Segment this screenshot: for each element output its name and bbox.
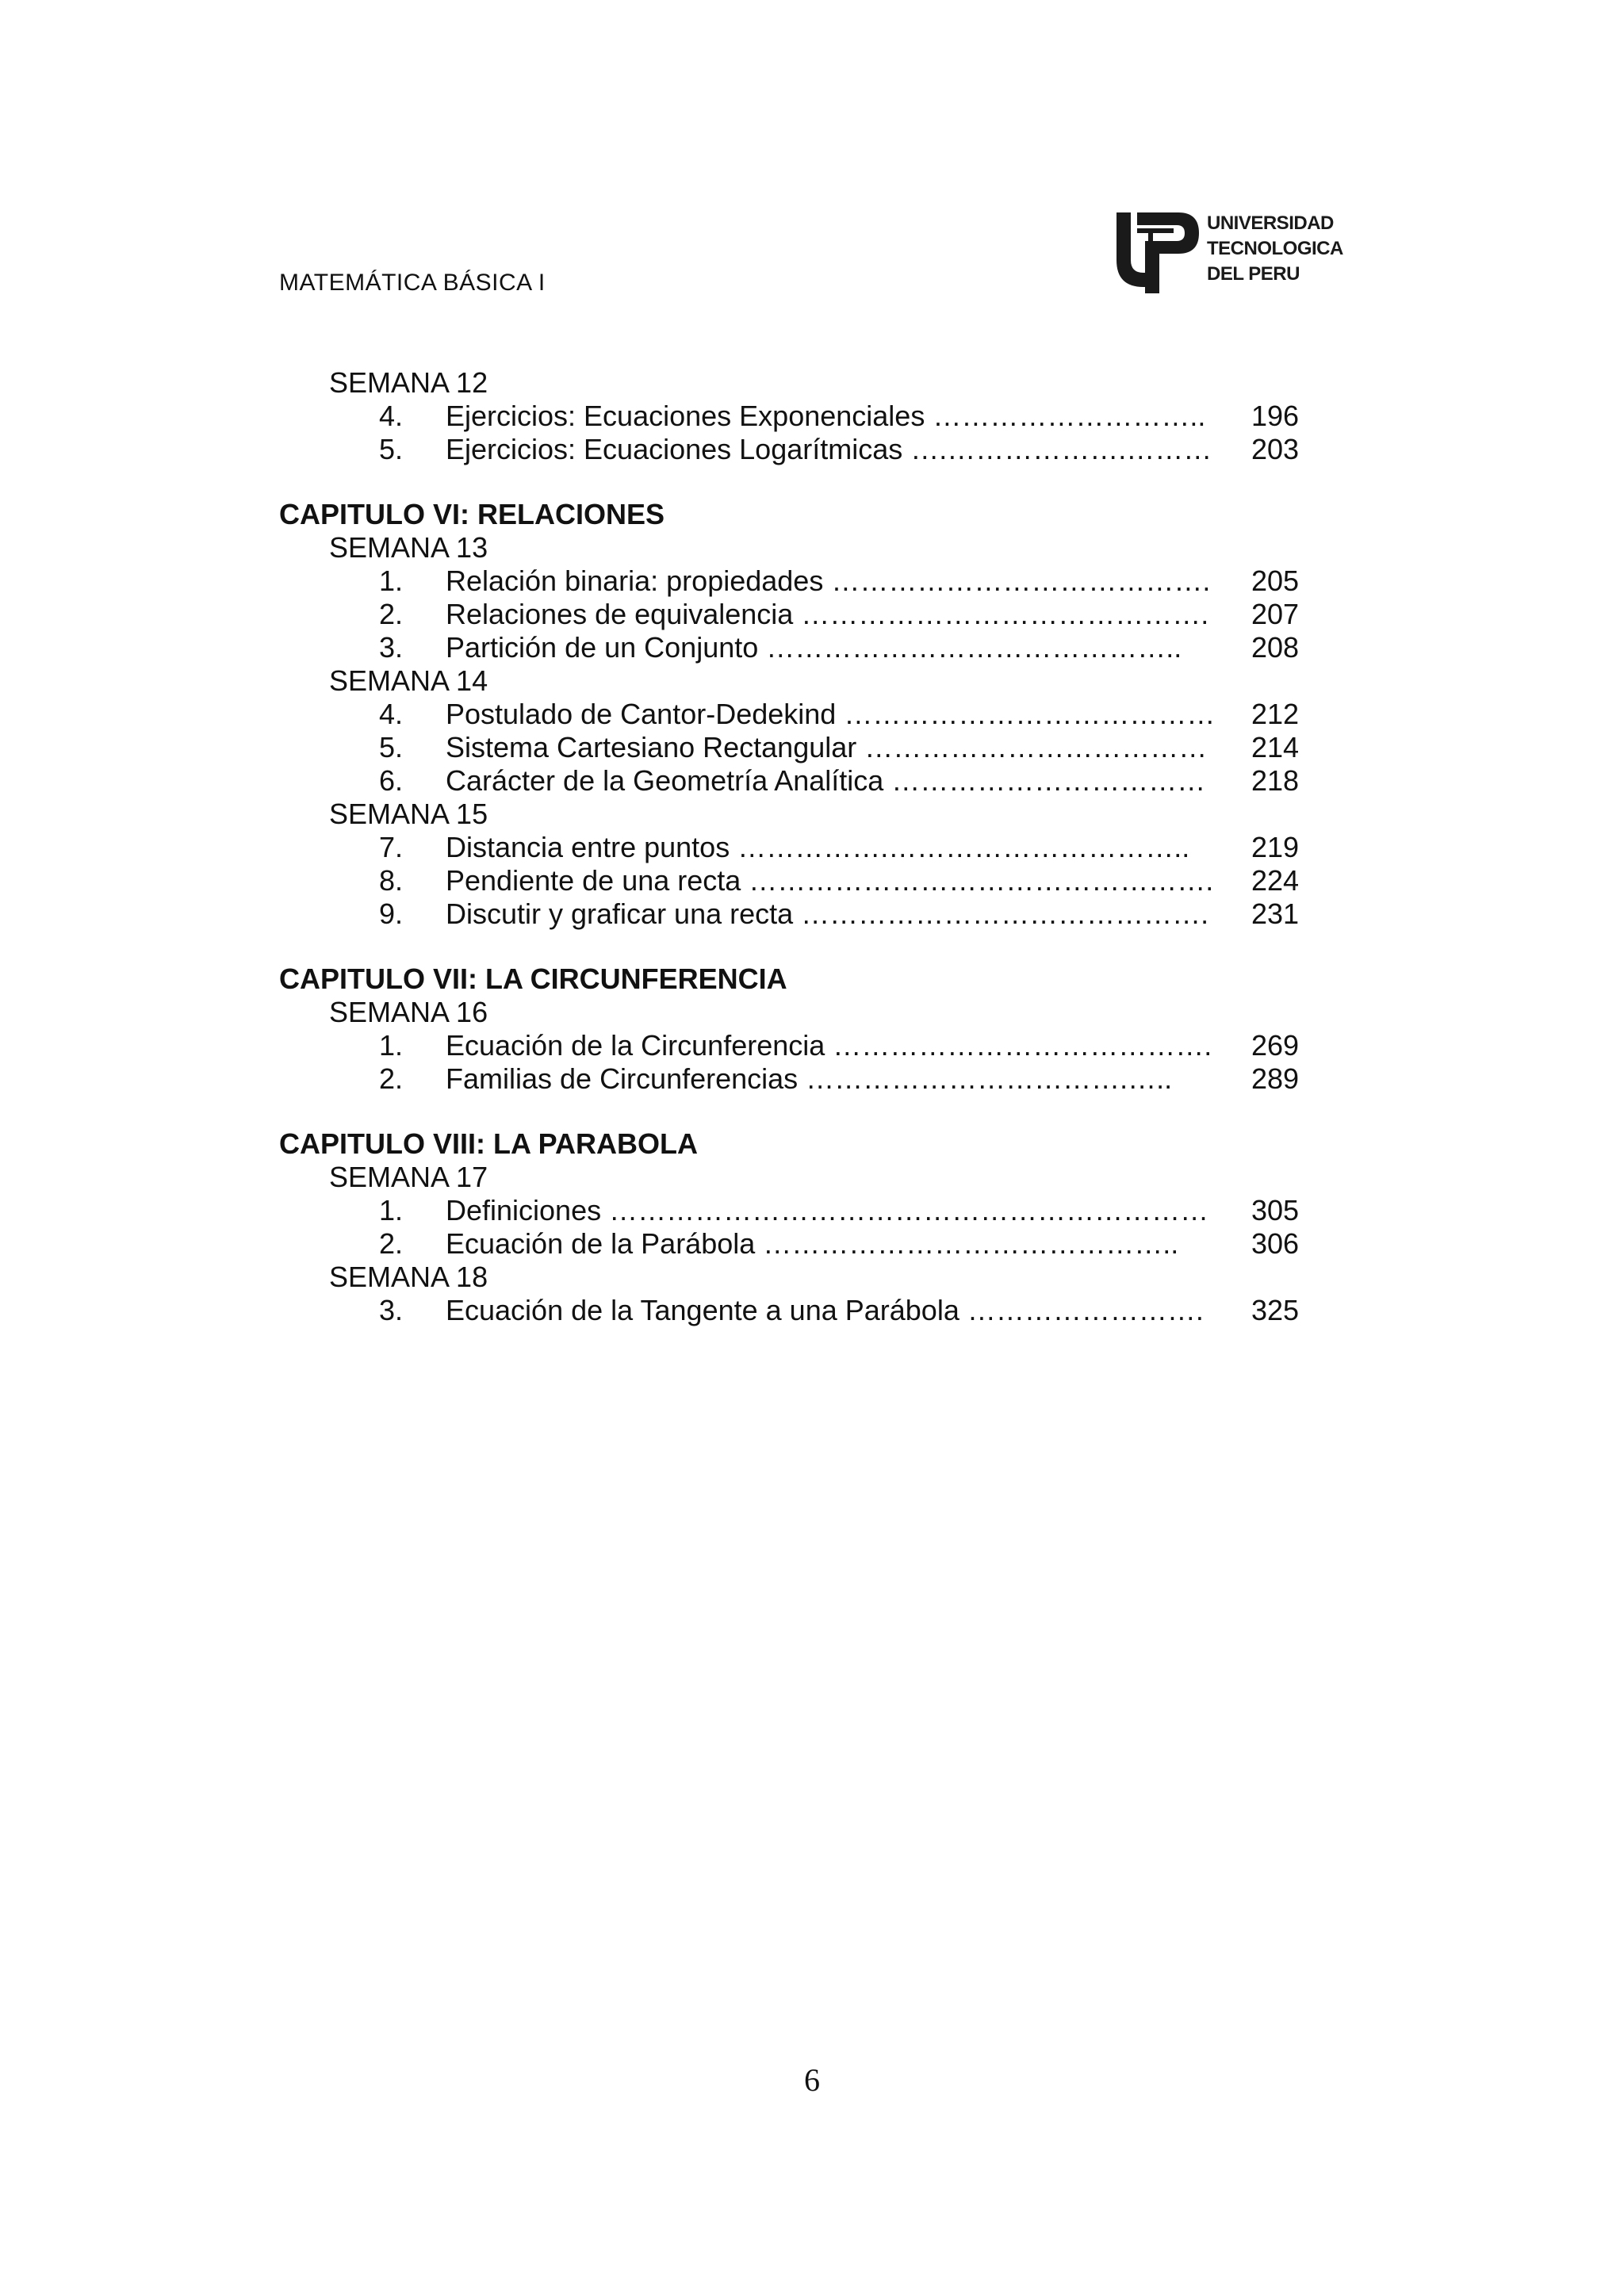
entry-number: 7. <box>379 831 404 863</box>
entry-title: Carácter de la Geometría Analítica …………………………… <box>446 764 1206 797</box>
entry-page-number: 203 <box>1251 433 1300 465</box>
week-heading: SEMANA 18 <box>329 1261 488 1293</box>
entry-page-number: 231 <box>1251 897 1300 930</box>
toc-entry <box>279 1029 1310 1062</box>
entry-number: 9. <box>379 897 404 930</box>
running-header: MATEMÁTICA BÁSICA I <box>279 270 546 296</box>
week-heading: SEMANA 13 <box>329 531 488 564</box>
section-gap <box>279 1096 1310 1127</box>
utp-logo-icon <box>1113 205 1202 297</box>
entry-number: 2. <box>379 1227 404 1260</box>
entry-number: 2. <box>379 1062 404 1095</box>
entry-title: Partición de un Conjunto …………………………………….. <box>446 631 1182 664</box>
toc-entry <box>279 764 1310 798</box>
entry-number: 8. <box>379 864 404 897</box>
logo-line-1: UNIVERSIDAD <box>1207 212 1334 234</box>
entry-title: Ecuación de la Parábola …………………………………….. <box>446 1227 1179 1260</box>
entry-title: Pendiente de una recta …………………………………………. <box>446 864 1214 897</box>
week-heading: SEMANA 14 <box>329 664 488 697</box>
entry-number: 1. <box>379 1194 404 1226</box>
entry-page-number: 305 <box>1251 1194 1300 1226</box>
toc-entry <box>279 831 1310 864</box>
entry-page-number: 207 <box>1251 598 1300 630</box>
entry-number: 1. <box>379 564 404 597</box>
page-number: 6 <box>804 2062 820 2098</box>
toc-entry <box>279 400 1310 433</box>
toc-entry <box>279 897 1310 931</box>
entry-number: 2. <box>379 598 404 630</box>
entry-title: Familias de Circunferencias …………………………….….. <box>446 1062 1173 1095</box>
entry-page-number: 306 <box>1251 1227 1300 1260</box>
toc-entry <box>279 1062 1310 1096</box>
entry-number: 4. <box>379 400 404 432</box>
entry-title: Relación binaria: propiedades …………………………………. <box>446 564 1211 597</box>
chapter-heading: CAPITULO VII: LA CIRCUNFERENCIA <box>279 962 787 995</box>
section-gap <box>279 466 1310 498</box>
toc-entry <box>279 1294 1310 1327</box>
entry-page-number: 224 <box>1251 864 1300 897</box>
chapter-heading: CAPITULO VI: RELACIONES <box>279 498 665 530</box>
toc-entry <box>279 698 1310 731</box>
entry-page-number: 219 <box>1251 831 1300 863</box>
toc-entry <box>279 864 1310 897</box>
entry-title: Discutir y graficar una recta ……………………………………. <box>446 897 1209 930</box>
entry-page-number: 205 <box>1251 564 1300 597</box>
entry-page-number: 325 <box>1251 1294 1300 1326</box>
week-heading: SEMANA 12 <box>329 366 488 399</box>
entry-number: 3. <box>379 631 404 664</box>
entry-page-number: 269 <box>1251 1029 1300 1062</box>
entry-page-number: 212 <box>1251 698 1300 730</box>
section-gap <box>279 931 1310 962</box>
entry-title: Ejercicios: Ecuaciones Exponenciales ……………………….. <box>446 400 1206 432</box>
entry-number: 1. <box>379 1029 404 1062</box>
entry-number: 4. <box>379 698 404 730</box>
entry-number: 6. <box>379 764 404 797</box>
entry-title: Definiciones ……………………………………………………… <box>446 1194 1209 1226</box>
entry-title: Ecuación de la Circunferencia …………………………………. <box>446 1029 1212 1062</box>
entry-number: 5. <box>379 731 404 763</box>
entry-title: Distancia entre puntos …………….………………………….. <box>446 831 1190 863</box>
toc-entry <box>279 564 1310 598</box>
toc-entry <box>279 631 1310 664</box>
week-heading: SEMANA 15 <box>329 798 488 830</box>
entry-title: Ecuación de la Tangente a una Parábola ……………………. <box>446 1294 1204 1326</box>
table-of-contents <box>279 366 1310 1327</box>
entry-number: 5. <box>379 433 404 465</box>
entry-page-number: 218 <box>1251 764 1300 797</box>
logo-line-2: TECNOLOGICA <box>1207 238 1343 259</box>
university-logo <box>1113 205 1351 297</box>
toc-entry <box>279 1227 1310 1261</box>
entry-page-number: 196 <box>1251 400 1300 432</box>
week-heading: SEMANA 16 <box>329 996 488 1028</box>
entry-number: 3. <box>379 1294 404 1326</box>
chapter-heading: CAPITULO VIII: LA PARABOLA <box>279 1127 698 1160</box>
entry-title: Postulado de Cantor-Dedekind ………………………………… <box>446 698 1216 730</box>
entry-title: Sistema Cartesiano Rectangular ……………………………… <box>446 731 1208 763</box>
entry-title: Relaciones de equivalencia ……………………………………. <box>446 598 1209 630</box>
toc-entry <box>279 433 1310 466</box>
toc-entry <box>279 598 1310 631</box>
entry-page-number: 214 <box>1251 731 1300 763</box>
logo-line-3: DEL PERU <box>1207 263 1300 285</box>
entry-title: Ejercicios: Ecuaciones Logarítmicas ….……………….……… <box>446 433 1212 465</box>
toc-entry <box>279 1194 1310 1227</box>
entry-page-number: 289 <box>1251 1062 1300 1095</box>
toc-entry <box>279 731 1310 764</box>
entry-page-number: 208 <box>1251 631 1300 664</box>
logo-wordmark <box>1207 211 1343 287</box>
week-heading: SEMANA 17 <box>329 1161 488 1193</box>
